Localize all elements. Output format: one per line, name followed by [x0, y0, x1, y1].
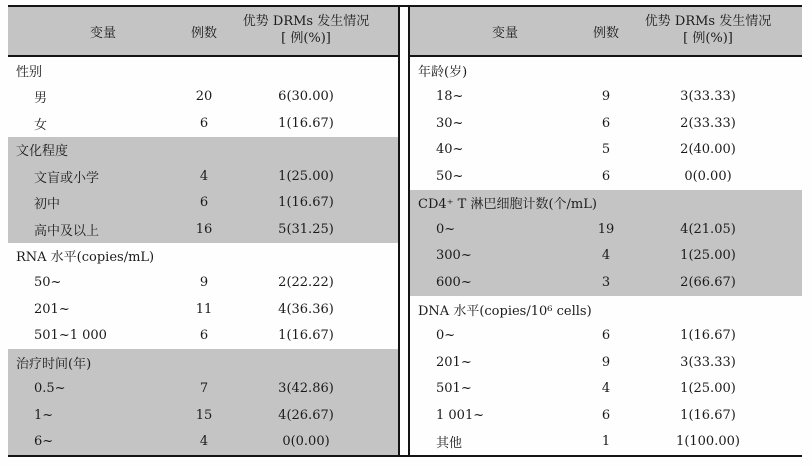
cases-cell: 4 — [601, 381, 611, 397]
table-row — [410, 322, 802, 349]
variable-cell: 初中 — [34, 197, 61, 213]
cases-cell: 9 — [601, 89, 611, 105]
section-label: RNA 水平(copies/mL) — [16, 250, 155, 266]
section-label-row — [410, 296, 802, 323]
variable-cell: 0~ — [436, 221, 456, 237]
variable-cell: 600~ — [436, 275, 472, 291]
variable-cell: 女 — [34, 117, 48, 133]
table-row — [410, 428, 802, 455]
table-row — [410, 375, 802, 402]
drms-cell: 5(31.25) — [278, 221, 334, 237]
cases-cell: 16 — [195, 221, 213, 237]
cases-cell: 9 — [199, 275, 209, 291]
section-label-row — [410, 190, 802, 217]
section-label-row — [8, 57, 398, 84]
drms-cell: 2(22.22) — [278, 275, 334, 291]
drms-cell: 1(16.67) — [278, 115, 334, 131]
cases-cell: 4 — [601, 248, 611, 264]
table-row — [410, 163, 802, 190]
header-drms-line1: 优势 DRMs 发生情况 — [242, 14, 370, 30]
variable-cell: 201~ — [436, 354, 472, 370]
table-row — [8, 163, 398, 190]
section-label: CD4⁺ T 淋巴细胞计数(个/mL) — [418, 197, 597, 213]
table-row — [410, 243, 802, 270]
section-label: DNA 水平(copies/10⁶ cells) — [418, 303, 592, 319]
table-row — [8, 402, 398, 429]
drms-cell: 4(21.05) — [680, 221, 736, 237]
variable-cell: 50~ — [34, 275, 62, 291]
table-row — [410, 216, 802, 243]
cases-cell: 4 — [199, 434, 209, 450]
drms-cell: 0(0.00) — [684, 168, 732, 184]
cases-cell: 6 — [601, 115, 611, 131]
subtable-left — [8, 7, 400, 455]
cases-cell: 5 — [601, 142, 611, 158]
cases-cell: 11 — [195, 301, 213, 317]
section-label-row — [8, 349, 398, 376]
table-row — [410, 269, 802, 296]
variable-cell: 高中及以上 — [34, 223, 100, 239]
variable-cell: 18~ — [436, 89, 464, 105]
variable-cell: 男 — [34, 91, 48, 107]
variable-cell: 1~ — [34, 407, 54, 423]
cases-cell: 3 — [601, 275, 611, 291]
cases-cell: 4 — [199, 168, 209, 184]
cases-cell: 6 — [601, 168, 611, 184]
drms-cell: 3(42.86) — [278, 381, 334, 397]
drms-cell: 1(25.00) — [680, 381, 736, 397]
drms-cell: 2(40.00) — [680, 142, 736, 158]
variable-cell: 6~ — [34, 434, 54, 450]
drms-cell: 1(16.67) — [278, 195, 334, 211]
drms-cell: 1(16.67) — [680, 328, 736, 344]
table-row — [8, 216, 398, 243]
header-drms — [240, 14, 398, 48]
header-drms-line2: [ 例(%)] — [281, 31, 331, 46]
variable-cell: 其他 — [436, 436, 463, 452]
table-row — [8, 190, 398, 217]
table-row — [8, 110, 398, 137]
cases-cell: 20 — [195, 89, 213, 105]
header-variable: 变量 — [491, 25, 518, 41]
drms-cell: 4(26.67) — [278, 407, 334, 423]
table-row — [8, 84, 398, 111]
variable-cell: 501~ — [436, 381, 472, 397]
section-label-row — [8, 137, 398, 164]
drms-cell: 3(33.33) — [680, 89, 736, 105]
cases-cell: 9 — [601, 354, 611, 370]
variable-cell: 300~ — [436, 248, 472, 264]
cases-cell: 1 — [601, 434, 611, 450]
table-body-right — [410, 57, 802, 455]
variable-cell: 0~ — [436, 328, 456, 344]
table-header-right — [410, 7, 802, 57]
section-label-row — [8, 243, 398, 270]
subtable-right — [408, 7, 802, 455]
cases-cell: 7 — [199, 381, 209, 397]
variable-cell: 30~ — [436, 115, 464, 131]
drms-cell: 1(16.67) — [680, 407, 736, 423]
drms-cell: 1(16.67) — [278, 328, 334, 344]
drms-cell: 2(66.67) — [680, 275, 736, 291]
variable-cell: 0.5~ — [34, 381, 66, 397]
drms-cell: 1(100.00) — [676, 434, 740, 450]
drms-cell: 1(25.00) — [680, 248, 736, 264]
variable-cell: 50~ — [436, 168, 464, 184]
section-label: 治疗时间(年) — [16, 356, 92, 372]
cases-cell: 6 — [601, 328, 611, 344]
variable-cell: 文盲或小学 — [34, 170, 100, 186]
table-row — [410, 110, 802, 137]
table-row — [8, 322, 398, 349]
cases-cell: 19 — [597, 221, 615, 237]
drms-cell: 1(25.00) — [278, 168, 334, 184]
table-header-left — [8, 7, 398, 57]
section-label: 年龄(岁) — [418, 64, 468, 80]
header-drms-line1: 优势 DRMs 发生情况 — [644, 14, 772, 30]
section-label: 文化程度 — [16, 144, 69, 160]
drms-cell: 2(33.33) — [680, 115, 736, 131]
cases-cell: 6 — [199, 195, 209, 211]
variable-cell: 40~ — [436, 142, 464, 158]
variable-cell: 501~1 000 — [34, 328, 107, 344]
drms-cell: 4(36.36) — [278, 301, 334, 317]
header-cases: 例数 — [592, 25, 619, 41]
table-row — [410, 137, 802, 164]
header-variable: 变量 — [89, 25, 116, 41]
cases-cell: 6 — [199, 115, 209, 131]
header-drms-line2: [ 例(%)] — [683, 31, 733, 46]
table-row — [8, 296, 398, 323]
drms-cell: 6(30.00) — [278, 89, 334, 105]
table-row — [8, 375, 398, 402]
table-bottom-rule — [8, 455, 802, 457]
table-row — [8, 269, 398, 296]
drms-cell: 0(0.00) — [282, 434, 330, 450]
table-row — [410, 84, 802, 111]
section-label: 性别 — [16, 64, 43, 80]
section-label-row — [410, 57, 802, 84]
header-cases: 例数 — [190, 25, 217, 41]
table-row — [410, 349, 802, 376]
variable-cell: 201~ — [34, 301, 70, 317]
table-row — [410, 402, 802, 429]
cases-cell: 6 — [601, 407, 611, 423]
header-drms — [642, 14, 800, 48]
cases-cell: 6 — [199, 328, 209, 344]
table-row — [8, 428, 398, 455]
drms-cell: 3(33.33) — [680, 354, 736, 370]
cases-cell: 15 — [195, 407, 213, 423]
variable-cell: 1 001~ — [436, 407, 485, 423]
table-body-left — [8, 57, 398, 455]
